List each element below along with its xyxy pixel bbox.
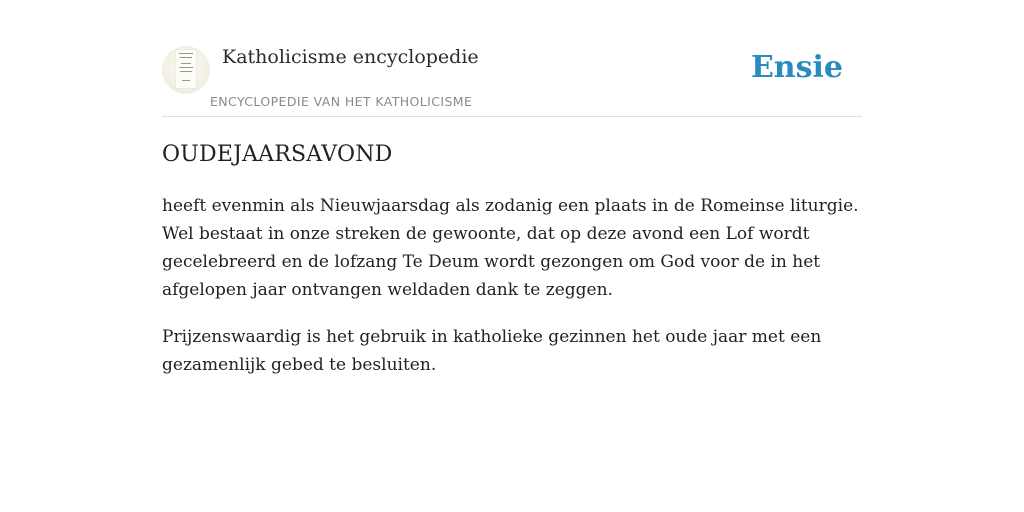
- article-title: OUDEJAARSAVOND: [162, 142, 393, 167]
- article-paragraph: heeft evenmin als Nieuwjaarsdag als zodanig een plaats in de Romeinse liturgie. Wel bestaat in onze streken de gewoonte, dat op deze avond een Lof wordt gecelebreerd en de lofzang Te Deum wordt gezongen om God voor de in het afgelopen jaar ontvangen weldaden dank te zeggen.: [162, 196, 859, 300]
- book-cover-icon[interactable]: [162, 46, 210, 94]
- article: [162, 138, 862, 379]
- encyclopedia-header: [162, 44, 862, 117]
- article-paragraph: Prijzenswaardig is het gebruik in katholieke gezinnen het oude jaar met een gezamenlijk gebed te besluiten.: [162, 327, 822, 375]
- encyclopedia-subtitle: ENCYCLOPEDIE VAN HET KATHOLICISME: [210, 94, 473, 109]
- encyclopedia-title[interactable]: Katholicisme encyclopedie: [222, 46, 479, 68]
- cover-page-art: [176, 50, 196, 88]
- ensie-logo-link[interactable]: Ensie: [750, 50, 843, 85]
